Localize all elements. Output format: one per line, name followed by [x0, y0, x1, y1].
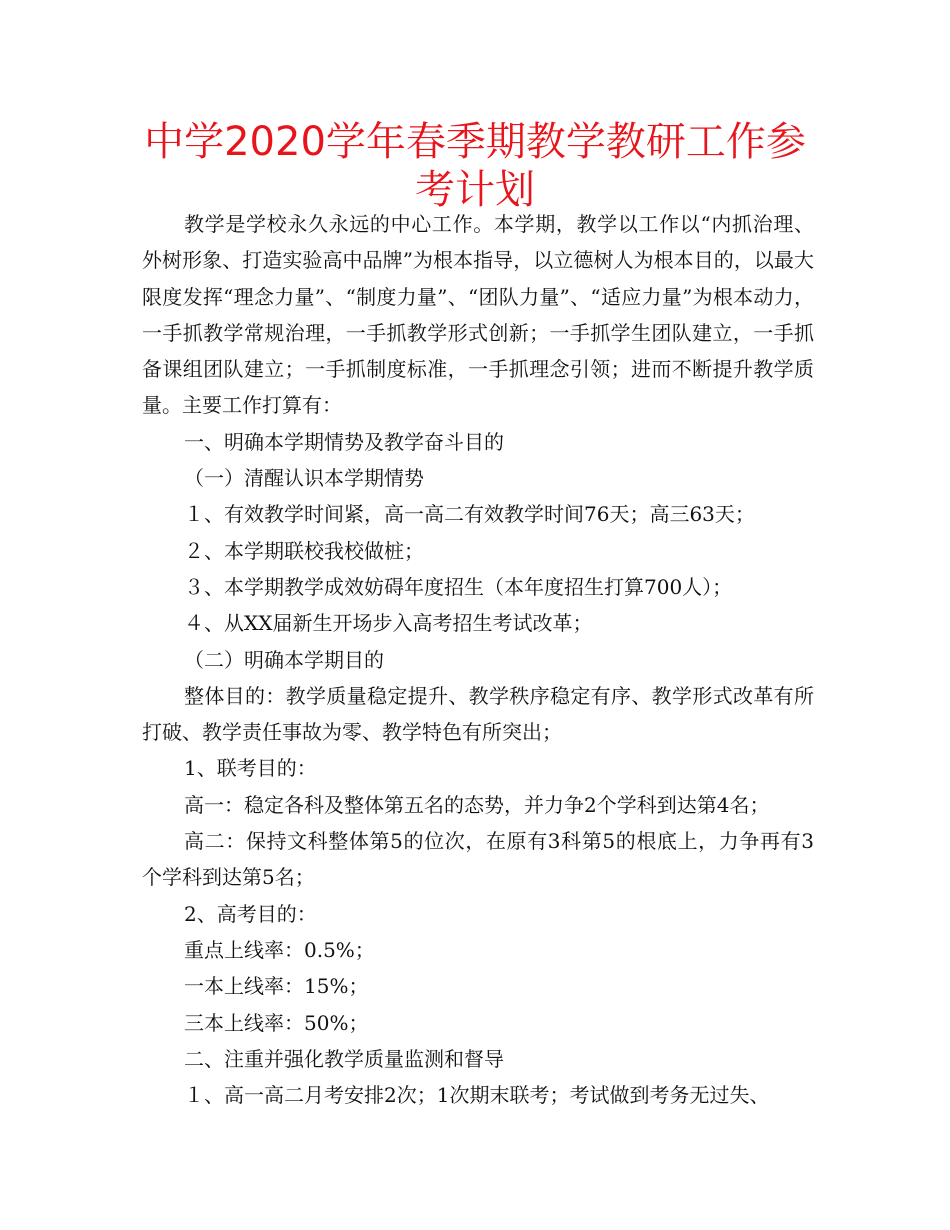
list-item: 高一：稳定各科及整体第五名的态势，并力争2个学科到达第4名；: [184, 792, 770, 817]
subsection-heading-1: （一）清醒认识本学期情势: [184, 466, 424, 491]
list-item: 一本上线率：15%；: [184, 974, 369, 999]
document-title: 中学2020学年春季期教学教研工作参考计划: [144, 119, 806, 213]
list-item: 1、联考目的：: [184, 756, 317, 781]
document-body: [142, 206, 814, 1113]
list-item: 重点上线率：0.5%；: [184, 937, 375, 962]
list-item: ４、从XX届新生开场步入高考招生考试改革；: [184, 611, 593, 636]
list-item: １、有效教学时间紧，高一高二有效教学时间76天；高三63天；: [184, 502, 755, 527]
list-item: ２、本学期联校我校做桩；: [184, 538, 424, 563]
list-item: 高二：保持文科整体第5的位次，在原有3科第5的根底上，力争再有3个学科到达第5名；: [142, 829, 814, 890]
paragraph-overall-goal: 整体目的：教学质量稳定提升、教学秩序稳定有序、教学形式改革有所打破、教学责任事故为零、教学特色有所突出；: [142, 683, 814, 745]
list-item: ３、本学期教学成效妨碍年度招生（本年度招生打算700人）；: [184, 574, 733, 599]
subsection-heading-2: （二）明确本学期目的: [184, 647, 384, 672]
list-item: １、高一高二月考安排2次；1次期末联考；考试做到考务无过失、: [184, 1083, 770, 1108]
list-item: 2、高考目的：: [184, 901, 317, 926]
section-heading-2: 二、注重并强化教学质量监测和督导: [184, 1046, 504, 1071]
paragraph-intro: 教学是学校永久永远的中心工作。本学期，教学以工作以“内抓治理、外树形象、打造实验高中品牌”为根本指导，以立德树人为根本目的，以最大限度发挥“理念力量”、“制度力量”、“团队力量”、“适应力量”为根本动力，一手抓教学常规治理，一手抓教学形式创新；一手抓学生团队建立，一手抓备课组团队建立；一手抓制度标准，一手抓理念引领；进而不断提升教学质量。主要工作打算有：: [142, 212, 814, 418]
section-heading-1: 一、明确本学期情势及教学奋斗目的: [184, 429, 504, 454]
list-item: 三本上线率：50%；: [184, 1010, 369, 1035]
